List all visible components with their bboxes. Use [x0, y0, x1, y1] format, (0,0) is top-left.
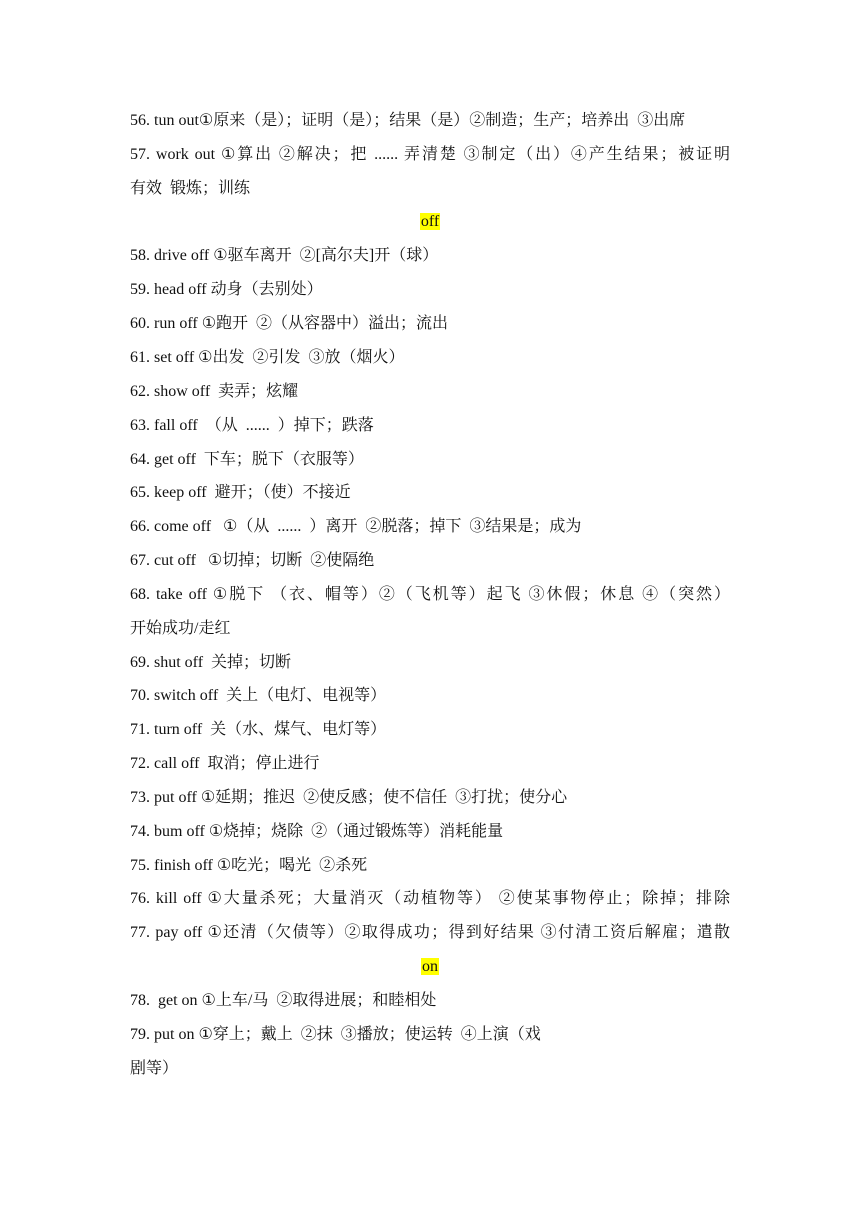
entry-58: 58. drive off ①驱车离开 ②[高尔夫]开（球） — [130, 247, 439, 264]
entry-79: 79. put on ①穿上；戴上 ②抹 ③播放；使运转 ④上演（戏 — [130, 1026, 541, 1043]
entry-65: 65. keep off 避开；（使）不接近 — [130, 484, 351, 501]
entry-66: 66. come off ①（从 ...... ）离开 ②脱落；掉下 ③结果是；成为 — [130, 518, 582, 535]
entry-64: 64. get off 下车；脱下（衣服等） — [130, 451, 364, 468]
entry-70: 70. switch off 关上（电灯、电视等） — [130, 687, 387, 704]
entry-57-cont: 有效 锻炼；训练 — [130, 180, 251, 197]
entry-72: 72. call off 取消；停止进行 — [130, 755, 320, 772]
entry-60: 60. run off ①跑开 ②（从容器中）溢出；流出 — [130, 315, 449, 332]
entry-56: 56. tun out①原来（是）；证明（是）；结果（是）②制造；生产；培养出 ③出席 — [130, 112, 686, 129]
heading-on-text: on — [422, 958, 438, 975]
section-heading-on — [0, 957, 860, 977]
entry-68-cont: 开始成功/走红 — [130, 620, 231, 637]
entry-63: 63. fall off （从 ...... ）掉下；跌落 — [130, 417, 374, 434]
entry-57: 57. work out ①算出 ②解决；把 ...... 弄清楚 ③制定（出）④产生结果；被证明 — [130, 146, 730, 163]
heading-off-text: off — [420, 213, 440, 230]
entry-75: 75. finish off ①吃光；喝光 ②杀死 — [130, 857, 368, 874]
section-heading-off — [0, 212, 860, 232]
entry-73: 73. put off ①延期；推迟 ②使反感；使不信任 ③打扰；使分心 — [130, 789, 568, 806]
entry-68: 68. take off ①脱下 （衣、帽等）②（飞机等）起飞 ③休假；休息 ④（突然） — [130, 586, 730, 603]
entry-74: 74. bum off ①烧掉；烧除 ②（通过锻炼等）消耗能量 — [130, 823, 504, 840]
entry-59: 59. head off 动身（去别处） — [130, 281, 323, 298]
entry-71: 71. turn off 关（水、煤气、电灯等） — [130, 721, 387, 738]
entry-62: 62. show off 卖弄；炫耀 — [130, 383, 299, 400]
entry-69: 69. shut off 关掉；切断 — [130, 654, 292, 671]
entry-76: 76. kill off ①大量杀死；大量消灭（动植物等） ②使某事物停止；除掉；排除 — [130, 890, 730, 907]
entry-79-cont: 剧等） — [130, 1060, 179, 1077]
entry-61: 61. set off ①出发 ②引发 ③放（烟火） — [130, 349, 405, 366]
entry-67: 67. cut off ①切掉；切断 ②使隔绝 — [130, 552, 375, 569]
entry-77: 77. pay off ①还清（欠债等）②取得成功；得到好结果 ③付清工资后解雇；遣散 — [130, 924, 730, 941]
entry-78: 78. get on ①上车/马 ②取得进展；和睦相处 — [130, 992, 437, 1009]
